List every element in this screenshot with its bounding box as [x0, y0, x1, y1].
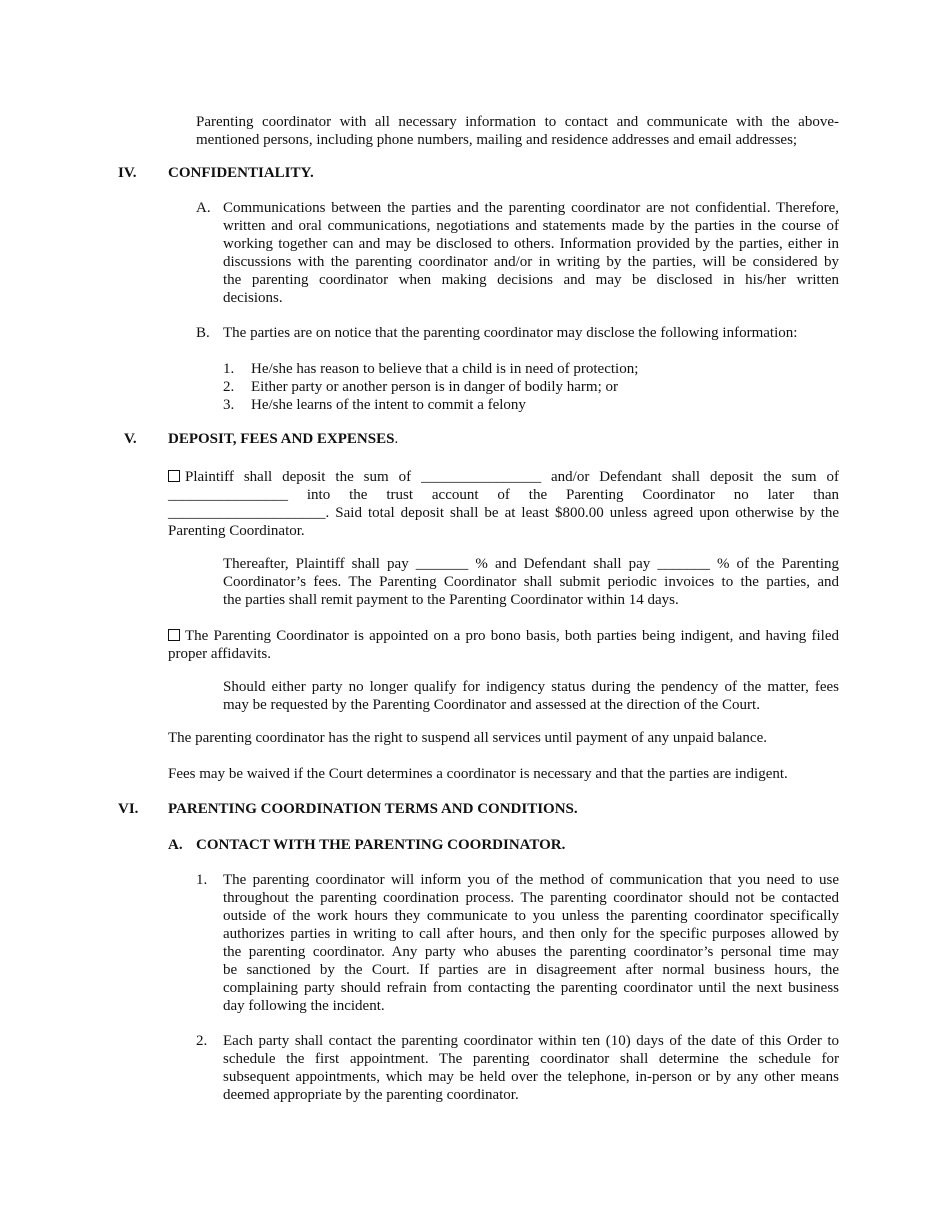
- paragraph-line: complaining party should refrain from contacting the parenting coordinator until the next business: [223, 980, 839, 996]
- plaintiff-deposit-checkbox[interactable]: [168, 470, 180, 482]
- list-number: 3.: [223, 397, 235, 413]
- contact-paragraph-1: [223, 871, 839, 1015]
- section-heading: CONFIDENTIALITY.: [168, 165, 314, 181]
- paragraph-line: throughout the parenting coordination process. The parenting coordinator should not be contacted: [223, 890, 839, 906]
- paragraph-line: [168, 627, 839, 645]
- indigency-paragraph: [223, 678, 839, 714]
- paragraph-line: Parenting Coordinator.: [168, 523, 305, 539]
- section-heading: [168, 430, 398, 448]
- subsection-heading: CONTACT WITH THE PARENTING COORDINATOR.: [196, 837, 566, 853]
- list-number: 1.: [196, 872, 208, 888]
- section-number: V.: [124, 431, 137, 447]
- paragraph-line: working together can and may be disclosed to others. Information provided by the parties, either in: [223, 236, 839, 252]
- deposit-paragraph: [168, 468, 839, 540]
- paragraph-line: authorizes parties in writing to call after hours, and then only for the specific purposes allowed by: [223, 926, 839, 942]
- list-item: He/she has reason to believe that a child is in need of protection;: [251, 361, 639, 377]
- intro-line: Parenting coordinator with all necessary information to contact and communicate with the above-: [196, 114, 839, 130]
- fees-split-paragraph: [223, 555, 839, 609]
- list-number: 2.: [223, 379, 235, 395]
- item-label: B.: [196, 325, 210, 341]
- paragraph-line: discussions with the parenting coordinator and/or in writing by the parties, will be considered by: [223, 254, 839, 270]
- paragraph-line: proper affidavits.: [168, 646, 272, 662]
- paragraph-line: subsequent appointments, which may be held over the telephone, in-person or by any other means: [223, 1069, 839, 1085]
- suspend-services-paragraph: The parenting coordinator has the right to suspend all services until payment of any unpaid balance.: [168, 730, 767, 746]
- paragraph-line: Communications between the parties and the parenting coordinator are not confidential. Therefore,: [223, 200, 839, 216]
- paragraph-line-text: Plaintiff shall deposit the sum of ________________ and/or Defendant shall deposit the sum of: [185, 469, 839, 485]
- list-number: 1.: [223, 361, 235, 377]
- section-number: VI.: [118, 801, 139, 817]
- paragraph-line: schedule the first appointment. The parenting coordinator shall determine the schedule for: [223, 1051, 839, 1067]
- paragraph-line: the parties shall remit payment to the Parenting Coordinator within 14 days.: [223, 592, 679, 608]
- intro-line: mentioned persons, including phone numbers, mailing and residence addresses and email addresses;: [196, 132, 798, 148]
- fee-waiver-paragraph: Fees may be waived if the Court determines a coordinator is necessary and that the parties are indigent.: [168, 766, 788, 782]
- paragraph-line: The parenting coordinator will inform you of the method of communication that you need to use: [223, 872, 839, 888]
- paragraph-line: day following the incident.: [223, 998, 385, 1014]
- list-item: Either party or another person is in danger of bodily harm; or: [251, 379, 618, 395]
- subsection-label: A.: [168, 837, 183, 853]
- paragraph-line: outside of the work hours they communicate to you unless the parenting coordinator specifically: [223, 908, 839, 924]
- list-number: 2.: [196, 1033, 208, 1049]
- confidentiality-paragraph-a: [223, 199, 839, 307]
- section-heading: PARENTING COORDINATION TERMS AND CONDITIONS.: [168, 801, 578, 817]
- paragraph-line: [168, 468, 839, 486]
- paragraph-line: written and oral communications, negotiations and statements made by the parties in the course of: [223, 218, 839, 234]
- paragraph-line: may be requested by the Parenting Coordinator and assessed at the direction of the Court.: [223, 697, 760, 713]
- section-number: IV.: [118, 165, 137, 181]
- paragraph-line: decisions.: [223, 290, 283, 306]
- list-item: He/she learns of the intent to commit a felony: [251, 397, 526, 413]
- paragraph-line: the parenting coordinator. Any party who abuses the parenting coordinator’s personal time may: [223, 944, 839, 960]
- paragraph-line: Each party shall contact the parenting coordinator within ten (10) days of the date of this Order to: [223, 1033, 839, 1049]
- paragraph-line: Coordinator’s fees. The Parenting Coordinator shall submit periodic invoices to the parties, and: [223, 574, 839, 590]
- item-label: A.: [196, 200, 211, 216]
- paragraph-line: _____________________. Said total deposit shall be at least $800.00 unless agreed upon otherwise by the: [168, 505, 839, 521]
- paragraph-line-text: The Parenting Coordinator is appointed on a pro bono basis, both parties being indigent, and having filed: [185, 628, 839, 644]
- pro-bono-paragraph: [168, 627, 839, 663]
- confidentiality-paragraph-b: The parties are on notice that the parenting coordinator may disclose the following information:: [223, 325, 798, 341]
- paragraph-line: ________________ into the trust account of the Parenting Coordinator no later than: [168, 487, 839, 503]
- paragraph-line: the parenting coordinator when making decisions and may be disclosed in his/her written: [223, 272, 839, 288]
- paragraph-line: Should either party no longer qualify for indigency status during the pendency of the matter, fees: [223, 679, 839, 695]
- section-heading-text: DEPOSIT, FEES AND EXPENSES: [168, 431, 395, 447]
- section-heading-period: .: [394, 431, 399, 447]
- intro-paragraph: [196, 113, 839, 149]
- paragraph-line: Thereafter, Plaintiff shall pay _______ % and Defendant shall pay _______ % of the Parenting: [223, 556, 839, 572]
- paragraph-line: deemed appropriate by the parenting coordinator.: [223, 1087, 519, 1103]
- contact-paragraph-2: [223, 1032, 839, 1104]
- pro-bono-checkbox[interactable]: [168, 629, 180, 641]
- paragraph-line: be sanctioned by the Court. If parties are in disagreement after normal business hours, the: [223, 962, 839, 978]
